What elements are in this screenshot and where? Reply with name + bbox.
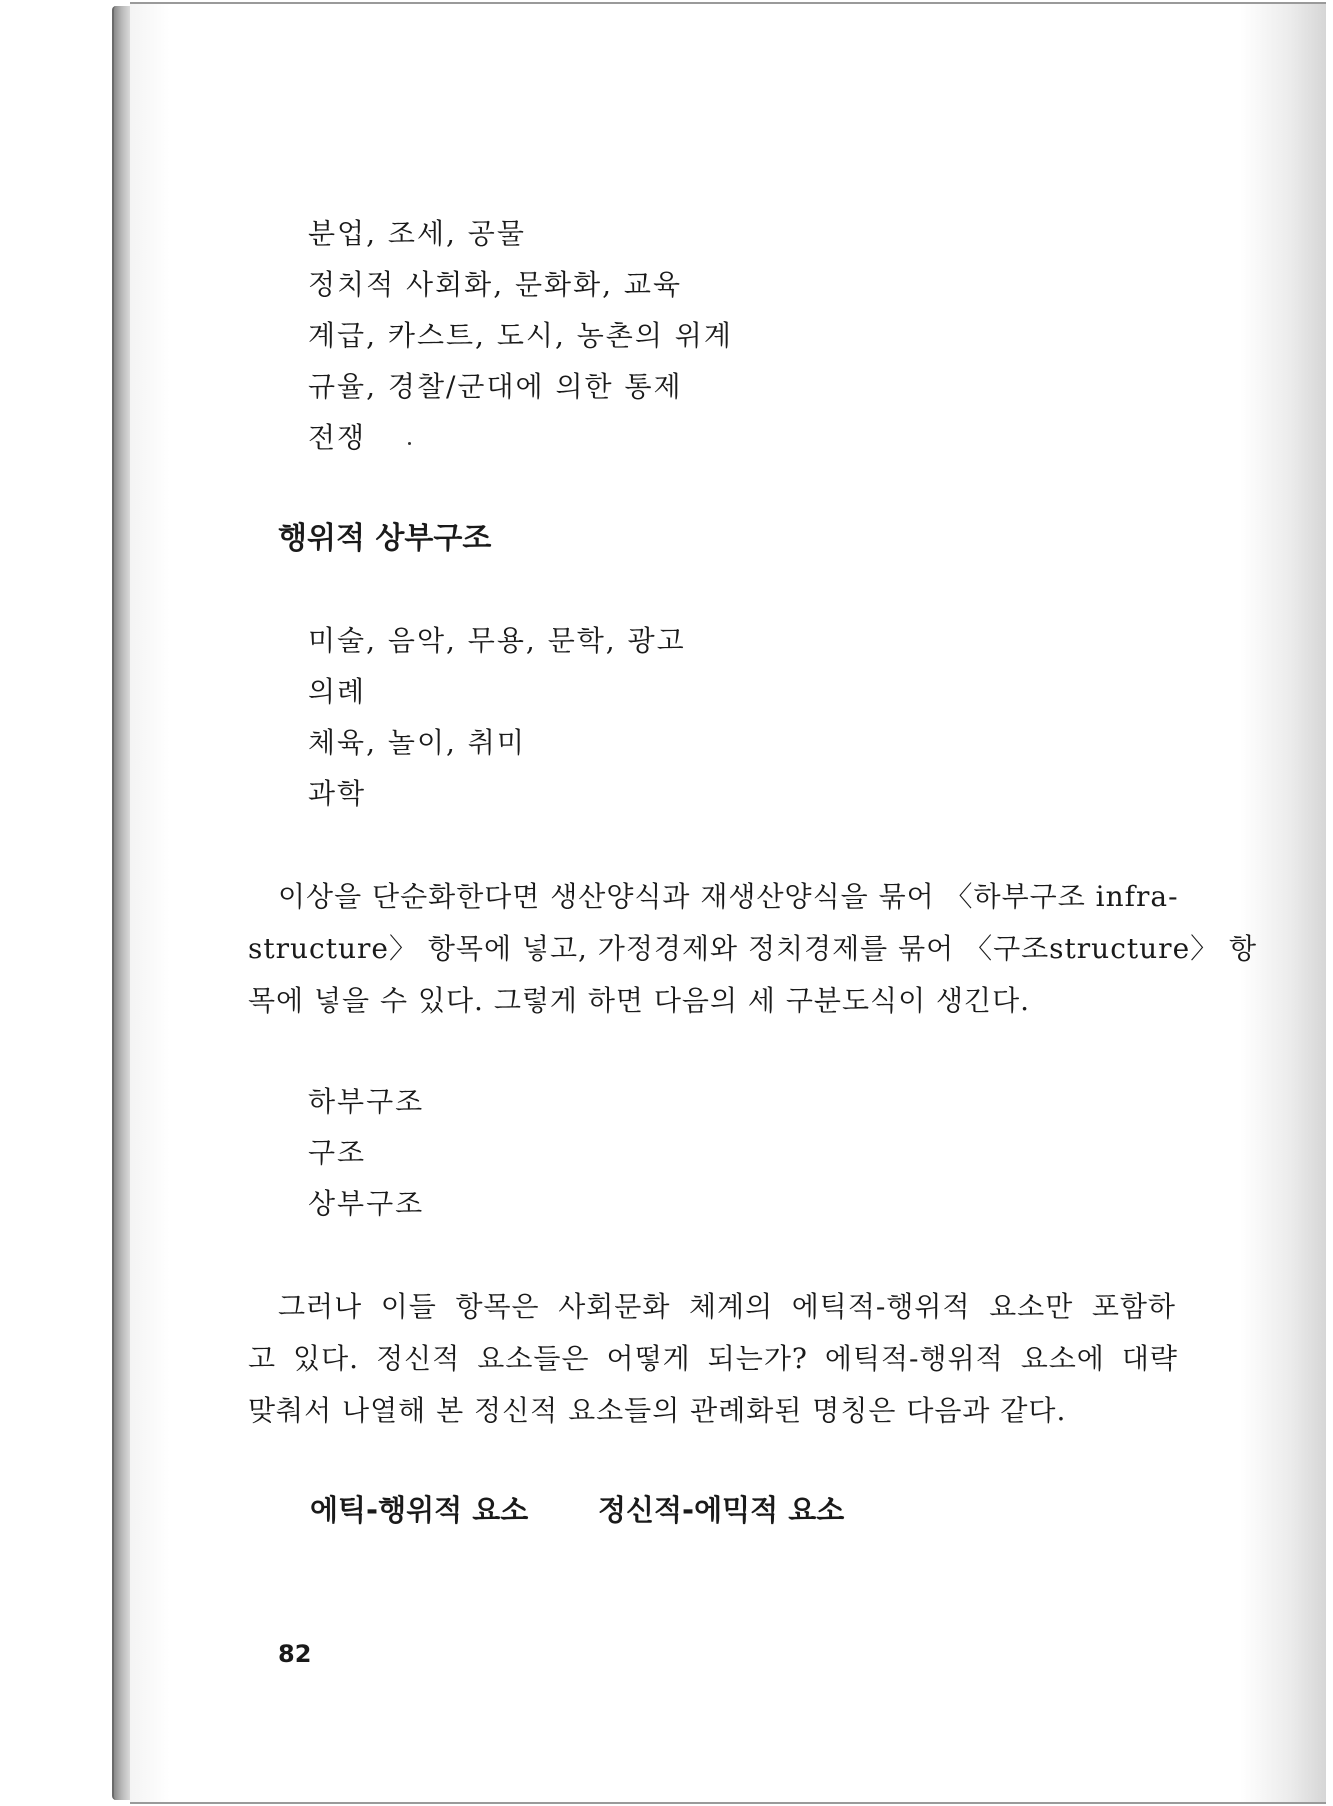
list-b-item: 과학 bbox=[308, 777, 367, 810]
list-a-item: 정치적 사회화, 문화화, 교육 bbox=[308, 268, 683, 301]
stray-dot-mark bbox=[408, 442, 411, 445]
column-header-emic: 정신적-에믹적 요소 bbox=[598, 1493, 845, 1527]
list-c-item: 하부구조 bbox=[308, 1085, 425, 1118]
list-b-item: 미술, 음악, 무용, 문학, 광고 bbox=[308, 624, 686, 657]
paragraph-line: 목에 넣을 수 있다. 그렇게 하면 다음의 세 구분도식이 생긴다. bbox=[248, 984, 1031, 1017]
paragraph-line: 그러나 이들 항목은 사회문화 체계의 에틱적-행위적 요소만 포함하 bbox=[278, 1290, 1176, 1323]
page-number: 82 bbox=[278, 1640, 312, 1668]
paragraph-line: 맞춰서 나열해 본 정신적 요소들의 관례화된 명칭은 다음과 같다. bbox=[248, 1394, 1067, 1427]
list-b-item: 의례 bbox=[308, 675, 367, 708]
list-c-item: 상부구조 bbox=[308, 1187, 425, 1220]
list-b-item: 체육, 놀이, 취미 bbox=[308, 726, 526, 759]
list-a-item: 규율, 경찰/군대에 의한 통제 bbox=[308, 370, 683, 403]
list-a-item: 분업, 조세, 공물 bbox=[308, 217, 526, 250]
paragraph-line: structure〉 항목에 넣고, 가정경제와 정치경제를 묶어 〈구조structure〉 항 bbox=[248, 932, 1258, 965]
list-a-item: 계급, 카스트, 도시, 농촌의 위계 bbox=[308, 319, 733, 352]
list-a-item: 전쟁 bbox=[308, 421, 367, 454]
column-header-etic: 에틱-행위적 요소 bbox=[310, 1493, 529, 1527]
paragraph-line: 고 있다. 정신적 요소들은 어떻게 되는가? 에틱적-행위적 요소에 대략 bbox=[248, 1342, 1178, 1375]
paragraph-line: 이상을 단순화한다면 생산양식과 재생산양식을 묶어 〈하부구조 infra- bbox=[278, 880, 1179, 913]
list-c-item: 구조 bbox=[308, 1136, 367, 1169]
section-heading: 행위적 상부구조 bbox=[278, 521, 492, 556]
